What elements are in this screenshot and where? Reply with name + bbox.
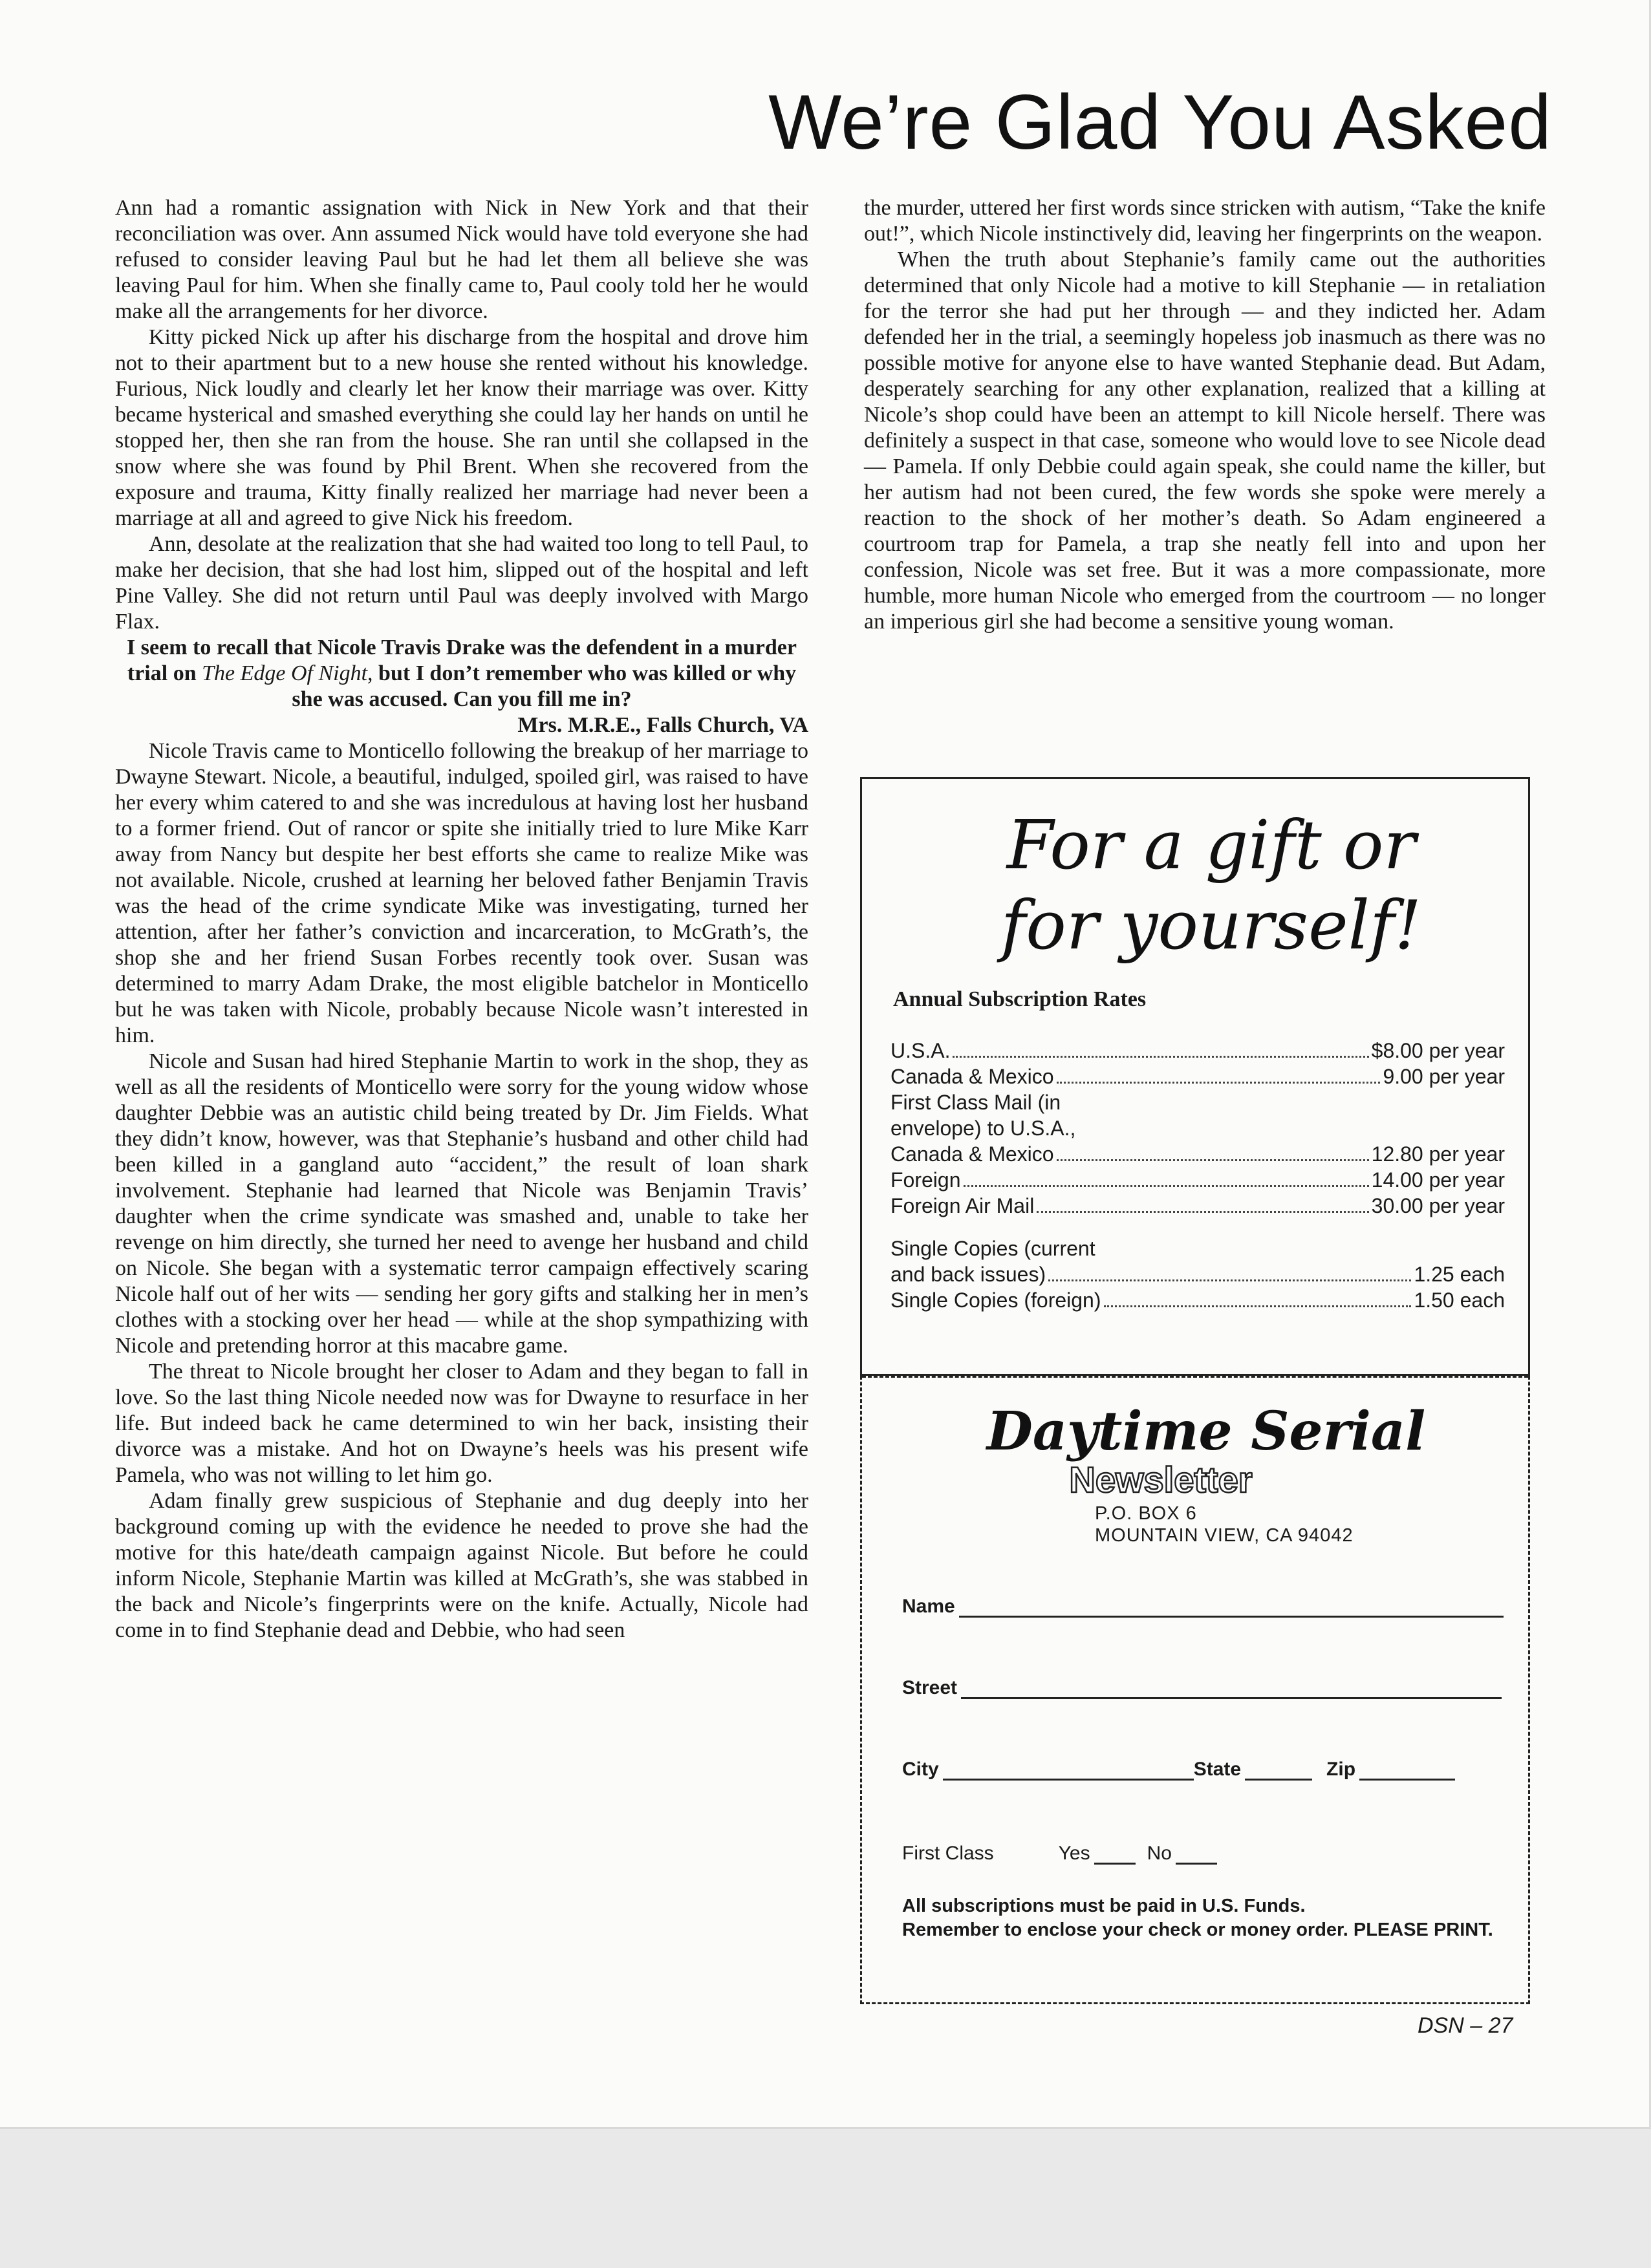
address-line: P.O. BOX 6 xyxy=(1095,1503,1197,1524)
first-class-label: First Class xyxy=(902,1843,994,1864)
article-paragraph: Kitty picked Nick up after his discharge from the hospital and drove him not to their apartment but to a new house she rented without his knowledge. Furious, Nick loudly and clearly let her know their marriage was over. Kitty became hysterical and smashed everything she could lay her hands on until he stopped her, then she ran from the house. She ran until she collapsed in the snow where she was found by Phil Brent. When she recovered from the exposure and trauma, Kitty finally realized her marriage had never been a marriage at all and agreed to give Nick his freedom. xyxy=(115,325,808,530)
no-label: No xyxy=(1147,1843,1172,1864)
gift-headline xyxy=(978,805,1444,965)
rates-heading: Annual Subscription Rates xyxy=(893,987,1147,1011)
rate-label: Foreign Air Mail xyxy=(890,1194,1035,1217)
rate-row xyxy=(890,1167,1505,1193)
zip-label: Zip xyxy=(1326,1759,1356,1780)
page-number: DSN – 27 xyxy=(1418,2013,1513,2038)
rate-label: and back issues) xyxy=(890,1263,1046,1286)
rate-row xyxy=(890,1193,1505,1219)
rate-price: $8.00 per year xyxy=(1371,1039,1505,1062)
notice-line: All subscriptions must be paid in U.S. Funds. xyxy=(902,1896,1306,1916)
article-paragraph: Nicole Travis came to Monticello following the breakup of her marriage to Dwayne Stewart. Nicole, a beautiful, indulged, spoiled girl, was raised to have her every whim catered to and she was incredulous at having lost her husband to a former friend. Out of rancor or spite she initially tried to lure Mike Karr away from Nancy but despite her best efforts she came to realize Mike was not available. Nicole, crushed at learning her beloved father Benjamin Travis was the head of the crime syndicate Mike was investigating, turned her attention, after her father’s conviction and incarceration, to McGrath’s, the shop she and her friend Susan Forbes recently took over. Susan was determined to marry Adam Drake, the most eligible batchelor in Monticello but he was taken with Nicole, probably because Nicole wasn’t interested in him. xyxy=(115,739,808,1047)
right-column xyxy=(864,195,1546,635)
street-label: Street xyxy=(902,1677,958,1698)
rate-label: Canada & Mexico xyxy=(890,1065,1054,1088)
street-field[interactable] xyxy=(902,1677,1502,1699)
city-line[interactable] xyxy=(943,1759,1194,1781)
article-paragraph: Nicole and Susan had hired Stephanie Martin to work in the shop, they as well as all the residents of Monticello were sorry for the young widow whose daughter Debbie was an autistic child being treated by Dr. Jim Fields. What they didn’t know, however, was that Stephanie’s husband and other child had been killed in a gangland auto “accident,” the result of loan shark involvement. Stephanie had learned that Nicole was Benjamin Travis’ daughter when the crime syndicate was smashed and, unable to take her revenge on him directly, she turned her need to avenge her husband and child on Nicole. She began with a systematic terror campaign effectively scaring Nicole half out of her wits — sending her gory gifts and stalking her in men’s clothes with a stocking over her head — while at the shop sympathizing with Nicole and pretending horror at this macabre game. xyxy=(115,1049,808,1358)
no-line[interactable] xyxy=(1176,1843,1217,1865)
headline-line: for yourself! xyxy=(1000,886,1422,965)
article-paragraph: Ann, desolate at the realization that she had waited too long to tell Paul, to make her decision, that she had lost him, slipped out of the hospital and left Pine Valley. She did not return until Paul was deeply involved with Margo Flax. xyxy=(115,532,808,634)
subscription-ad xyxy=(860,777,1530,1376)
question-text: I seem to recall that Nicole Travis Drake was the defendent in a murder trial on xyxy=(127,636,797,685)
yes-line[interactable] xyxy=(1094,1843,1136,1865)
reader-question xyxy=(115,635,808,712)
rate-row xyxy=(890,1287,1505,1313)
payment-notice xyxy=(902,1894,1523,1942)
name-field[interactable] xyxy=(902,1596,1504,1618)
rate-note: First Class Mail (in xyxy=(890,1091,1061,1114)
article-paragraph: Adam finally grew suspicious of Stephanie and dug deeply into her background coming up with the evidence he needed to prove she had the motive for this hate/death campaign against Nicole. But before he could inform Nicole, Stephanie Martin was killed at McGrath’s, she was stabbed in the back and Nicole’s fingerprints were on the knife. Actually, Nicole had come in to find Stephanie dead and Debbie, who had seen xyxy=(115,1489,808,1642)
logo-subtitle: Newsletter xyxy=(1069,1459,1253,1500)
rate-row xyxy=(890,1141,1505,1167)
city-state-zip-row xyxy=(902,1759,1455,1781)
article-paragraph: the murder, uttered her first words since stricken with autism, “Take the knife out!”, which Nicole instinctively did, leaving her fingerprints on the weapon. xyxy=(864,196,1546,246)
rate-price: 30.00 per year xyxy=(1371,1194,1505,1217)
rate-label: Canada & Mexico xyxy=(890,1142,1054,1166)
rate-row xyxy=(890,1038,1505,1064)
rate-row xyxy=(890,1064,1505,1089)
street-line[interactable] xyxy=(961,1678,1502,1699)
rate-note: envelope) to U.S.A., xyxy=(890,1117,1076,1140)
rate-price: 1.25 each xyxy=(1414,1263,1505,1286)
article-paragraph: Ann had a romantic assignation with Nick in New York and that their reconciliation was over. Ann assumed Nick would have told everyone she had refused to consider leaving Paul but he had let them all believe she was leaving Paul for him. When she finally came to, Paul cooly told her he would make all the arrangements for her divorce. xyxy=(115,196,808,323)
state-line[interactable] xyxy=(1245,1759,1312,1781)
logo-wordmark: Daytime Serial xyxy=(986,1400,1426,1462)
rate-price: 1.50 each xyxy=(1414,1289,1505,1312)
notice-line: Remember to enclose your check or money order. PLEASE PRINT. xyxy=(902,1920,1493,1940)
daytime-serial-newsletter-logo xyxy=(986,1390,1426,1519)
rate-price: 9.00 per year xyxy=(1383,1065,1505,1088)
yes-label: Yes xyxy=(1058,1843,1090,1864)
headline-line: For a gift or xyxy=(1006,806,1416,884)
left-column xyxy=(115,195,808,1643)
zip-line[interactable] xyxy=(1359,1759,1455,1781)
rate-label: U.S.A. xyxy=(890,1039,951,1062)
question-text: but I don’t remember who was killed or why she was accused. Can you fill me in? xyxy=(292,661,797,711)
page-title: We’re Glad You Asked xyxy=(768,79,1552,166)
show-title: The Edge Of Night, xyxy=(202,661,373,685)
order-form xyxy=(860,1376,1530,2004)
city-label: City xyxy=(902,1759,939,1780)
rate-price: 14.00 per year xyxy=(1371,1168,1505,1192)
address-line: MOUNTAIN VIEW, CA 94042 xyxy=(1095,1525,1354,1546)
mailing-address xyxy=(1095,1503,1354,1546)
article-paragraph: The threat to Nicole brought her closer to Adam and they began to fall in love. So the last thing Nicole needed now was for Dwayne to resurface in her life. But indeed back he came determined to win her back, insisting their divorce was a mistake. And hot on Dwayne’s heels was his present wife Pamela, who was not willing to let him go. xyxy=(115,1360,808,1487)
first-class-row xyxy=(902,1843,1217,1865)
state-label: State xyxy=(1193,1759,1242,1780)
rate-note: Single Copies (current xyxy=(890,1237,1095,1260)
rate-row xyxy=(890,1261,1505,1287)
rate-label: Single Copies (foreign) xyxy=(890,1289,1101,1312)
name-label: Name xyxy=(902,1596,955,1617)
rate-price: 12.80 per year xyxy=(1371,1142,1505,1166)
article-paragraph: When the truth about Stephanie’s family came out the authorities determined that only Nicole had a motive to kill Stephanie — in retaliation for the terror she had put her through — and they indicted her. Adam defended her in the trial, a seemingly hopeless job inasmuch as there was no possible motive for anyone else to have wanted Stephanie dead. But Adam, desperately searching for any other explanation, realized that a killing at Nicole’s shop could have been an attempt to kill Nicole herself. There was definitely a suspect in that case, someone who would love to see Nicole dead — Pamela. If only Debbie could again speak, she could name the killer, but her autism had not been cured, the few words she spoke were merely a reaction to the shock of her mother’s death. So Adam engineered a courtroom trap for Pamela, a trap she neatly fell into and upon her confession, Nicole was set free. But it was a more compassionate, more humble, more human Nicole who emerged from the courtroom — no longer an imperious girl she had become a sensitive young woman. xyxy=(864,248,1546,634)
name-line[interactable] xyxy=(959,1596,1504,1618)
question-signer: Mrs. M.R.E., Falls Church, VA xyxy=(517,713,808,737)
rates-list xyxy=(890,1038,1505,1313)
rate-label: Foreign xyxy=(890,1168,961,1192)
